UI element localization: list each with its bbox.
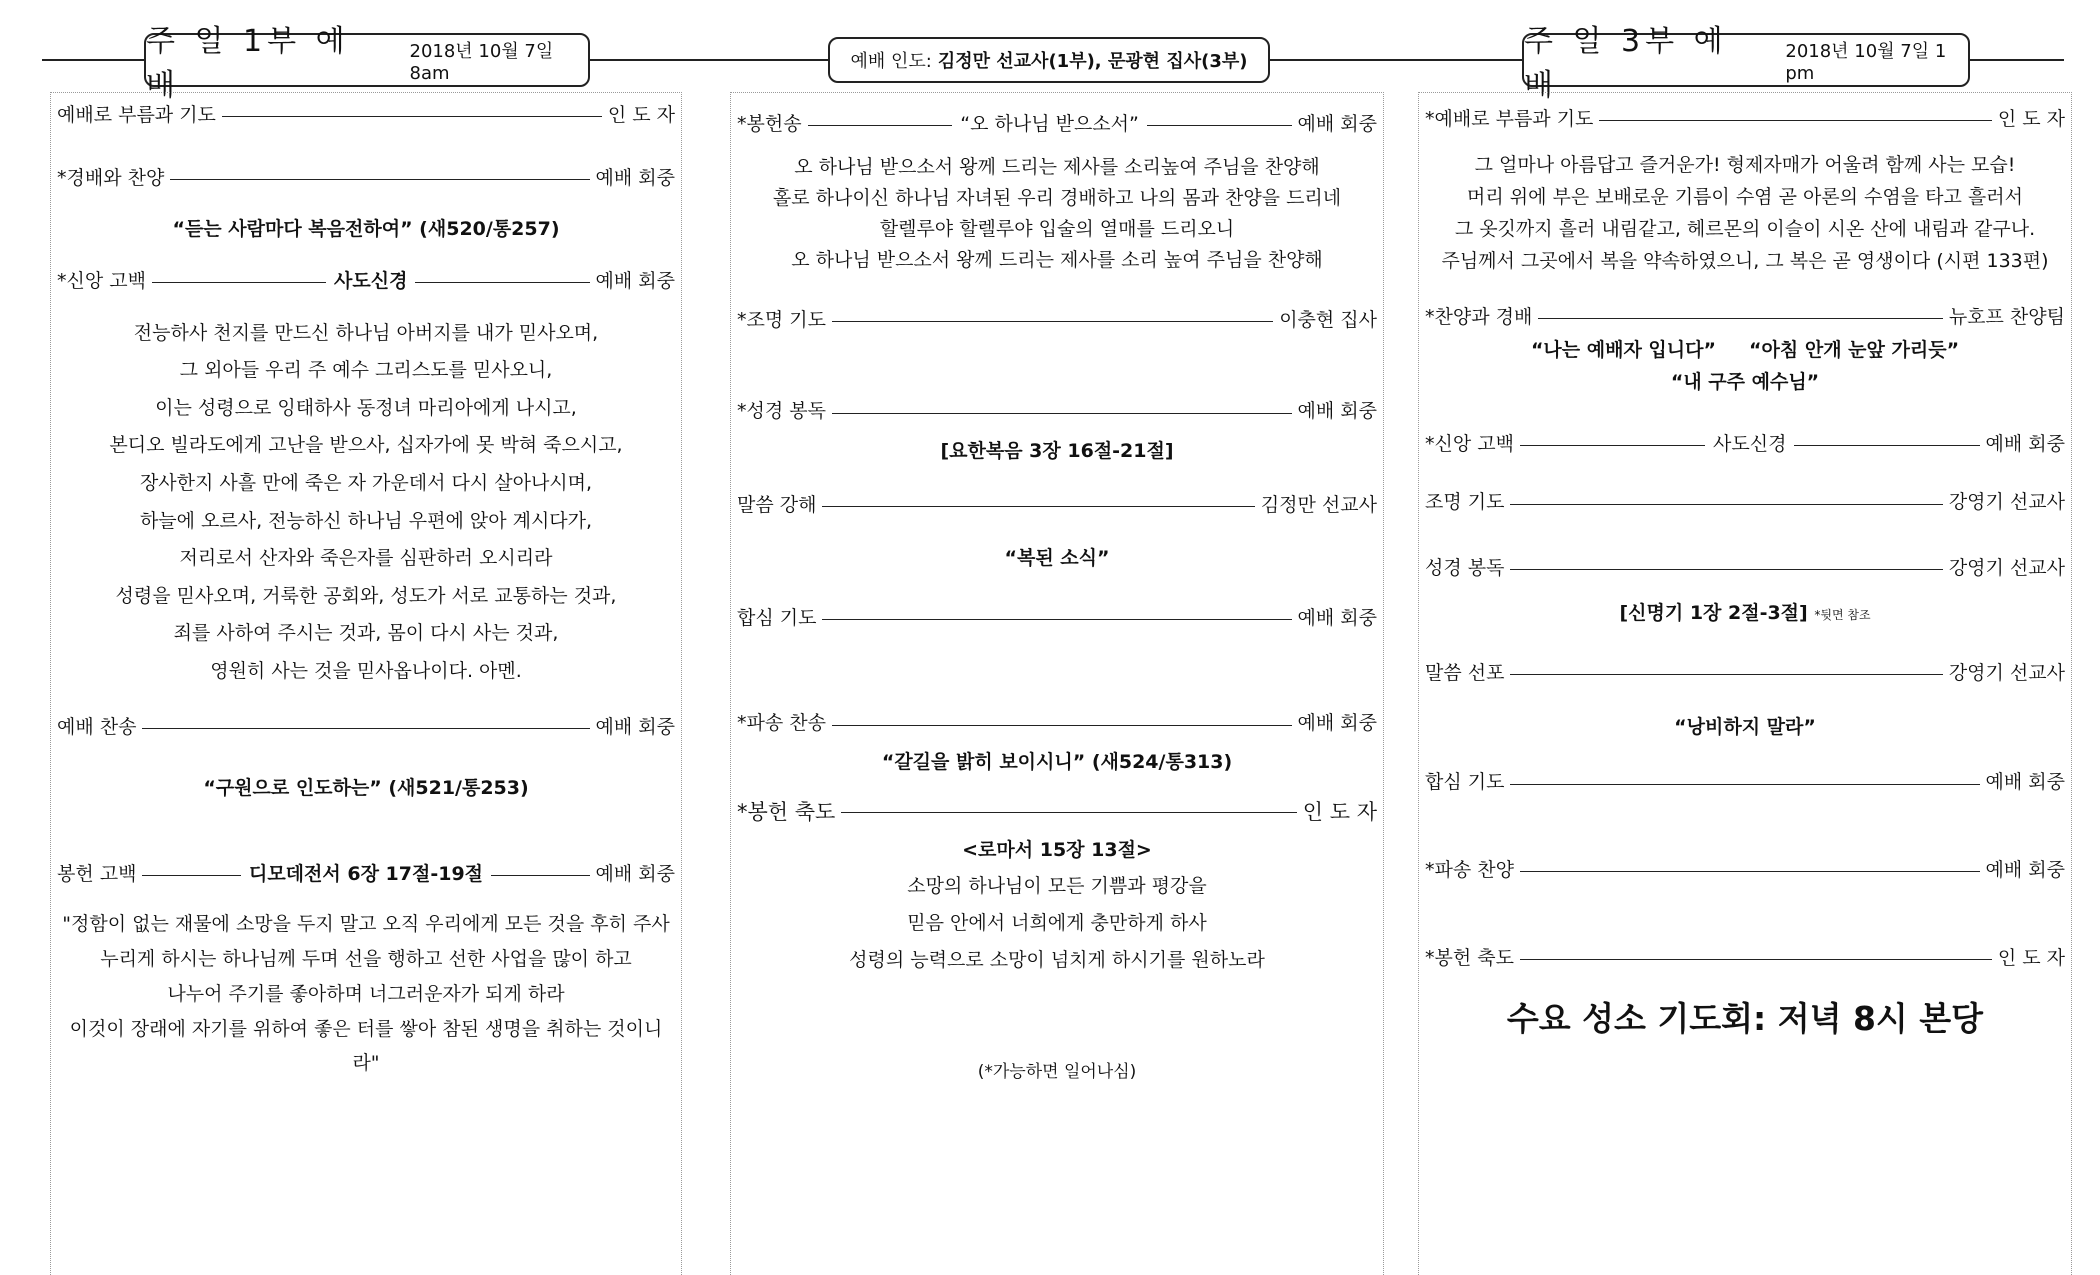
leader-line (808, 125, 953, 126)
order-center-text: 사도신경 (1713, 432, 1787, 455)
benediction-line: 믿음 안에서 너희에게 충만하게 하사 (907, 911, 1207, 934)
order-label: *성경 봉독 (737, 400, 826, 423)
leader-line (841, 812, 1296, 813)
creed-line: 죄를 사하여 주시는 것과, 몸이 다시 사는 것과, (173, 622, 559, 645)
order-item-sermon (737, 493, 1377, 519)
leader-line (1147, 125, 1292, 126)
header-rule-right (1968, 59, 2064, 61)
lyric-line: 홀로 하나이신 하나님 자녀된 우리 경배하고 나의 몸과 찬양을 드리네 (772, 186, 1342, 209)
lyric-line: 오 하나님 받으소서 왕께 드리는 제사를 소리높여 주님을 찬양해 (794, 155, 1320, 178)
leaders-header (828, 37, 1270, 83)
leader-line (832, 413, 1292, 414)
order-item-prayer (1425, 490, 2065, 516)
sermon-title: “복된 소식” (1004, 547, 1110, 570)
leader-line (822, 619, 1291, 620)
order-item-reading (1425, 556, 2065, 582)
order-label: *경배와 찬양 (57, 166, 165, 189)
order-responder: 예배 회중 (1985, 859, 2065, 882)
order-responder: 강영기 선교사 (1948, 491, 2065, 514)
order-label: 성경 봉독 (1425, 556, 1505, 579)
service1-header (144, 24, 590, 103)
creed-line: 하늘에 오르사, 전능하신 하나님 우편에 앉아 계시다가, (139, 509, 593, 532)
order-item-call (57, 103, 675, 129)
sermon-title: “낭비하지 말라” (1674, 715, 1816, 738)
order-item-praise (1425, 305, 2065, 331)
offering-line: 나누어 주기를 좋아하며 너그러운자가 되게 하라 (167, 982, 565, 1005)
order-center-text: 디모데전서 6장 17절-19절 (248, 862, 484, 885)
leader-line (222, 116, 602, 117)
order-item-offering (57, 862, 675, 888)
creed-line: 그 외아들 우리 주 예수 그리스도를 믿사오니, (179, 359, 553, 382)
hymn-song: “구원으로 인도하는” (새521/통253) (203, 777, 529, 800)
standing-note: (*가능하면 일어나심) (977, 1061, 1137, 1082)
header-rule-mid-right (1268, 59, 1524, 61)
leader-line (415, 282, 589, 283)
praise-songs: “나는 예배자 입니다” “아침 안개 눈앞 가리듯” (1530, 339, 1960, 362)
benediction-text (737, 868, 1377, 979)
offering-line: 이것이 장래에 자기를 위하여 좋은 터를 쌓아 참된 생명을 취하는 것이니라" (69, 1017, 663, 1075)
praise-song: “듣는 사람마다 복음전하여” (새520/통257) (172, 218, 560, 241)
order-label: 봉헌 고백 (57, 862, 137, 885)
order-label: *찬양과 경배 (1425, 305, 1533, 328)
reading-ref-text: [신명기 1장 2절-3절] (1619, 602, 1808, 625)
order-responder: 예배 회중 (595, 269, 676, 292)
order-center-text: “오 하나님 받으소서” (960, 113, 1139, 135)
benediction-reference: <로마서 15장 13절> (962, 839, 1152, 862)
order-label: *신앙 고백 (1425, 432, 1514, 455)
leader-line (1520, 959, 1992, 960)
leader-line (152, 282, 326, 283)
leader-line (1520, 445, 1705, 446)
leaders-label: 예배 인도: (850, 51, 932, 72)
order-item-creed (57, 269, 675, 295)
leader-line (142, 875, 241, 876)
order-responder: 예배 회중 (595, 166, 675, 189)
header-rule-left (42, 59, 146, 61)
service1-title: 주 일 1부 예 배 (146, 24, 350, 103)
order-responder: 김정만 선교사 (1260, 493, 1377, 516)
leader-line (1510, 569, 1942, 570)
order-responder: 뉴호프 찬양팀 (1948, 305, 2065, 328)
leader-line (170, 179, 589, 180)
scripture-line: 머리 위에 부은 보배로운 기름이 수염 곧 아론의 수염을 타고 흘러서 (1467, 185, 2023, 208)
offering-text (57, 907, 675, 1081)
leader-line (1510, 674, 1942, 675)
order-responder: 예배 회중 (1297, 113, 1378, 135)
order-label: *파송 찬송 (737, 712, 826, 735)
creed-line: 이는 성령으로 잉태하사 동정녀 마리아에게 나시고, (155, 396, 577, 419)
order-responder: 예배 회중 (1985, 771, 2065, 794)
lyric-line: 오 하나님 받으소서 왕께 드리는 제사를 소리 높여 주님을 찬양해 (791, 248, 1323, 271)
order-item-sermon (1425, 661, 2065, 687)
lyric-line: 할렐루야 할렐루야 입술의 열매를 드리오니 (879, 217, 1235, 240)
leader-line (1794, 445, 1979, 446)
service3-column (1418, 92, 2072, 1275)
order-responder: 예배 회중 (1297, 712, 1377, 735)
service3-title: 주 일 3부 예 배 (1524, 24, 1728, 103)
order-label: 합심 기도 (737, 606, 817, 629)
order-label: 말씀 강해 (737, 493, 817, 516)
leader-line (1510, 504, 1942, 505)
order-label: 말씀 선포 (1425, 662, 1505, 685)
order-item-closing-hymn (737, 711, 1377, 737)
service1-column (50, 92, 682, 1275)
order-label: *봉헌 축도 (1425, 946, 1514, 969)
order-label: 예배로 부름과 기도 (57, 104, 216, 126)
order-label: 예배 찬송 (57, 715, 137, 738)
creed-line: 전능하사 천지를 만드신 하나님 아버지를 내가 믿사오며, (133, 321, 599, 344)
order-responder: 인 도 자 (1302, 799, 1377, 824)
order-item-unison-prayer (737, 606, 1377, 632)
order-responder: 강영기 선교사 (1948, 662, 2065, 685)
creed-text (57, 315, 675, 691)
scripture-line: 그 얼마나 아름답고 즐거운가! 형제자매가 어울려 함께 사는 모습! (1474, 153, 2016, 176)
leaders-names: 김정만 선교사(1부), 문광현 집사(3부) (937, 51, 1248, 72)
order-item-reading (737, 399, 1377, 425)
order-label: *봉헌송 (737, 113, 802, 135)
creed-line: 성령을 믿사오며, 거룩한 공회와, 성도가 서로 교통하는 것과, (115, 584, 617, 607)
leader-line (832, 725, 1292, 726)
reading-reference: [요한복음 3장 16절-21절] (940, 439, 1174, 462)
order-responder: 인 도 자 (1997, 946, 2065, 969)
order-label: 조명 기도 (1425, 491, 1505, 514)
leader-line (142, 728, 589, 729)
closing-hymn-song: “갈길을 밝히 보이시니” (새524/통313) (881, 751, 1233, 774)
header-rule-mid-left (586, 59, 830, 61)
scripture-line: 그 옷깃까지 흘러 내림같고, 헤르몬의 이슬이 시온 산에 내림과 같구나. (1454, 217, 2036, 240)
order-item-call (1425, 107, 2065, 133)
order-responder: 인 도 자 (607, 104, 675, 126)
reading-reference (1425, 601, 2065, 627)
order-label: *예배로 부름과 기도 (1425, 108, 1594, 130)
order-item-offering-song (737, 112, 1377, 138)
order-item-benediction (737, 798, 1377, 826)
wednesday-prayer-notice: 수요 성소 기도회: 저녁 8시 본당 (1506, 999, 1984, 1039)
benediction-line: 소망의 하나님이 모든 기쁨과 평강을 (907, 874, 1207, 897)
order-item-prayer (737, 308, 1377, 334)
service1-date: 2018년 10월 7일 8am (409, 40, 554, 84)
leader-line (1520, 871, 1980, 872)
order-responder: 예배 회중 (1985, 432, 2066, 455)
scripture-line: 주님께서 그곳에서 복을 약속하였으니, 그 복은 곧 영생이다 (시편 133편) (1441, 249, 2049, 272)
creed-line: 본디오 빌라도에게 고난을 받으사, 십자가에 못 박혀 죽으시고, (109, 434, 623, 457)
leader-line (1510, 784, 1979, 785)
benediction-line: 성령의 능력으로 소망이 넘치게 하시기를 원하노라 (849, 948, 1265, 971)
order-item-benediction (1425, 946, 2065, 972)
order-responder: 이충현 집사 (1279, 308, 1377, 331)
leader-line (491, 875, 590, 876)
order-responder: 예배 회중 (1297, 606, 1377, 629)
offering-line: 누리게 하시는 하나님께 두며 선을 행하고 선한 사업을 많이 하고 (100, 948, 632, 971)
order-label: *파송 찬양 (1425, 859, 1514, 882)
order-continued-column (730, 92, 1384, 1275)
order-item-creed (1425, 432, 2065, 458)
order-label: *봉헌 축도 (737, 799, 836, 824)
order-responder: 인 도 자 (1997, 108, 2065, 130)
order-responder: 강영기 선교사 (1948, 556, 2065, 579)
leader-line (1599, 120, 1991, 121)
offering-line: "정함이 없는 재물에 소망을 두지 말고 오직 우리에게 모든 것을 후히 주사 (62, 913, 670, 936)
service3-header (1522, 24, 1970, 103)
leader-line (832, 321, 1273, 322)
reading-note: *뒷면 참조 (1814, 608, 1871, 623)
leader-line (822, 506, 1254, 507)
order-responder: 예배 회중 (595, 715, 675, 738)
order-responder: 예배 회중 (595, 862, 675, 885)
creed-line: 영원히 사는 것을 믿사옵나이다. 아멘. (210, 659, 522, 682)
order-label: *신앙 고백 (57, 269, 146, 292)
order-item-unison-prayer (1425, 770, 2065, 796)
service3-date: 2018년 10월 7일 1 pm (1785, 40, 1947, 84)
order-item-hymn (57, 715, 675, 741)
offering-song-lyrics (737, 152, 1377, 276)
creed-line: 저리로서 산자와 죽은자를 심판하러 오시리라 (179, 547, 553, 570)
creed-line: 장사한지 사흘 만에 죽은 자 가운데서 다시 살아나시며, (139, 471, 593, 494)
order-item-closing-hymn (1425, 858, 2065, 884)
order-responder: 예배 회중 (1297, 400, 1377, 423)
order-item-praise (57, 166, 675, 192)
order-label: *조명 기도 (737, 308, 826, 331)
call-scripture (1425, 149, 2065, 277)
order-center-text: 사도신경 (334, 269, 408, 292)
praise-songs-second: “내 구주 예수님” (1670, 370, 1820, 393)
leader-line (1538, 318, 1943, 319)
order-label: 합심 기도 (1425, 771, 1505, 794)
